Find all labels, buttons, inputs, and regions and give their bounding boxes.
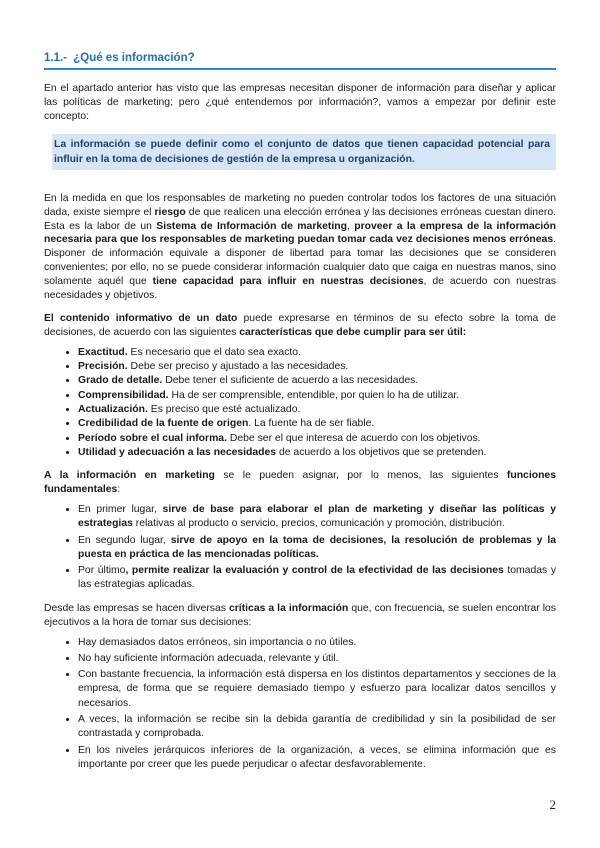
section-title: ¿Qué es información?	[73, 52, 195, 64]
body-text	[44, 82, 556, 774]
criticisms-paragraph	[44, 602, 556, 630]
text-run: puede expresarse en términos de su efecto sobre la toma de decisiones, de acuerdo con las siguientes	[44, 312, 556, 338]
characteristic-desc: Ha de ser comprensible, entendible, por quien lo ha de utilizar.	[168, 389, 460, 401]
criticism-item: • En los niveles jerárquicos inferiores de la organización, a veces, se elimina información que es importante por creer que les puede perjudicar o afectar desfavorablemente.	[78, 744, 556, 773]
functions-list	[44, 503, 556, 593]
criticism-item: • A veces, la información se recibe sin la debida garantía de credibilidad y sin la posibilidad de ser contrastada y comprobada.	[78, 713, 556, 742]
characteristic-desc: Es necesario que el dato sea exacto.	[127, 346, 301, 358]
characteristics-list	[44, 346, 556, 460]
characteristic-term: Período sobre el cual informa.	[78, 432, 227, 444]
characteristic-item	[78, 432, 556, 446]
characteristic-desc: Debe tener el suficiente de acuerdo a las necesidades.	[162, 375, 419, 387]
bold-run: riesgo	[154, 206, 186, 218]
characteristic-term: Precisión.	[78, 361, 128, 373]
criticism-item: • Con bastante frecuencia, la información está dispersa en los distintos departamentos y secciones de la empresa, de forma que se requiere demasiado tiempo y esfuerzo para localizar datos sencillos y necesarios.	[78, 668, 556, 711]
characteristic-item	[78, 346, 556, 360]
characteristic-desc: . La fuente ha de ser fiable.	[248, 418, 375, 430]
text-run: , de acuerdo con nuestras necesidades y objetivos.	[44, 276, 556, 302]
function-pre: En segundo lugar,	[78, 534, 171, 546]
characteristic-desc: Debe ser preciso y ajustado a las necesidades.	[127, 361, 349, 373]
function-pre: Por último	[78, 565, 126, 577]
function-bold: sirve de apoyo en la toma de decisiones, la resolución de problemas y la puesta en práctica de las mencionadas políticas.	[78, 534, 556, 560]
bold-run: El contenido informativo de un dato	[44, 312, 238, 324]
function-item	[78, 534, 556, 563]
bold-run: tiene capacidad para influir en nuestras decisiones	[152, 276, 424, 288]
bold-run: Sistema de Información de marketing	[156, 220, 347, 232]
criticism-item: • Hay demasiados datos erróneos, sin importancia o no útiles.	[78, 636, 556, 650]
bold-run: funciones fundamentales	[44, 470, 556, 496]
text-run: que, con frecuencia, se suelen encontrar los ejecutivos a la hora de tomar sus decisiones:	[44, 602, 556, 628]
criticisms-list	[44, 636, 556, 773]
function-pre: En primer lugar,	[78, 503, 163, 515]
characteristic-item	[78, 389, 556, 403]
function-bold: sirve de base para elaborar el plan de marketing y diseñar las políticas y estrategias	[78, 503, 557, 530]
characteristic-item	[78, 360, 556, 374]
text-run: de que realicen una elección errónea y las decisiones erróneas cuestan dinero. Esta es la labor de un	[44, 206, 556, 232]
functions-paragraph	[44, 469, 556, 497]
risk-paragraph	[44, 192, 556, 303]
characteristic-term: Exactitud.	[78, 346, 128, 358]
text-run: . Disponer de información equivale a disponer de libertad para tomar las decisiones que se consideren convenientes; por ello, no se puede considerar información cualquier dato que caiga en nuestras manos, sino solamente aquél que	[44, 234, 556, 288]
definition-callout: La información se puede definir como el conjunto de datos que tienen capacidad potencial para influir en la toma de decisiones de gestión de la empresa u organización.	[52, 134, 556, 170]
bold-run: proveer a la empresa de la información necesaria para que los responsables de marketing puedan tomar cada vez decisiones menos erróneas	[44, 220, 557, 246]
characteristic-item	[78, 374, 556, 388]
characteristic-desc: Es preciso que esté actualizado.	[147, 403, 301, 415]
function-bold: , permite realizar la evaluación y control de la efectividad de las decisiones	[125, 565, 504, 577]
bold-run: A la información en marketing	[44, 470, 215, 482]
characteristic-item	[78, 403, 556, 417]
characteristic-term: Grado de detalle.	[78, 375, 163, 387]
text-run: Desde las empresas se hacen diversas	[44, 602, 229, 614]
text-run: se le pueden asignar, por lo menos, las siguientes	[214, 470, 507, 482]
text-run: :	[117, 484, 121, 496]
characteristic-term: Credibilidad de la fuente de origen	[78, 418, 249, 430]
characteristic-item	[78, 446, 556, 460]
function-item	[78, 564, 556, 593]
page-number: 2	[549, 797, 556, 812]
text-run: ,	[346, 220, 355, 232]
function-post: tomadas y las estrategias aplicadas.	[78, 565, 557, 591]
criticism-item: • No hay suficiente información adecuada, relevante y útil.	[78, 652, 556, 666]
characteristic-desc: de acuerdo a los objetivos que se pretenden.	[276, 446, 487, 458]
characteristic-desc: Debe ser el que interesa de acuerdo con los objetivos.	[226, 432, 481, 444]
characteristic-item	[78, 417, 556, 431]
bold-run: características que debe cumplir para ser útil:	[239, 326, 467, 338]
intro-paragraph: En el apartado anterior has visto que las empresas necesitan disponer de información para diseñar y aplicar las políticas de marketing; pero ¿qué entendemos por información?, vamos a empezar por definir este concepto:	[44, 83, 556, 122]
bold-run: críticas a la información	[228, 602, 349, 614]
text-run: En la medida en que los responsables de marketing no pueden controlar todos los factores de una situación dada, existe siempre el	[44, 192, 556, 218]
section-heading	[44, 52, 556, 70]
characteristic-term: Actualización.	[78, 403, 148, 415]
function-post: relativas al producto o servicio, precios, comunicación y promoción, distribución.	[132, 518, 505, 530]
content-paragraph	[44, 312, 556, 340]
characteristic-term: Comprensibilidad.	[78, 389, 169, 401]
function-item	[78, 503, 556, 532]
section-number: 1.1.-	[44, 52, 68, 64]
characteristic-term: Utilidad y adecuación a las necesidades	[78, 446, 277, 458]
